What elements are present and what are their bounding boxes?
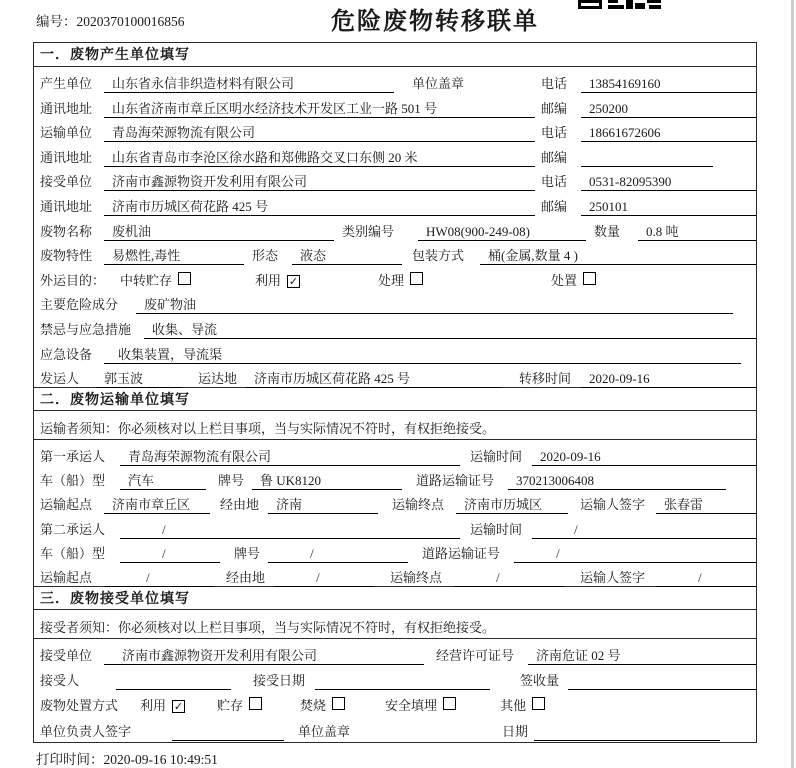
purpose-transfer-storage-checkbox [178,272,191,285]
second-carrier-value: / [120,522,460,539]
producer-zip-value: 250200 [581,101,756,118]
section-producer-heading: 一．废物产生单位填写 [34,43,756,67]
print-time-value: 2020-09-16 10:49:51 [103,752,218,767]
purpose-option-disposal: 处置 [551,272,578,288]
waste-quantity-label: 数量 [594,223,621,239]
producer-value: 山东省永信非织造材料有限公司 [104,73,394,93]
disposal-option-incineration: 焚烧 [300,698,327,714]
print-time-label: 打印时间： [36,752,104,767]
doc-number-value: 2020370100016856 [76,14,185,29]
disposal-reuse-checkbox: ✓ [173,700,184,714]
disposal-option-storage: 贮存 [217,698,244,714]
transport-time-label: 运输时间 [470,448,523,464]
transfer-time-value: 2020-09-16 [581,371,756,388]
hazard-component-value: 废矿物油 [136,294,733,314]
transporter-address-value: 山东省青岛市李沧区徐水路和郑佛路交叉口东侧 20 米 [104,147,535,167]
transfer-purpose-label: 外运目的： [40,272,106,288]
transporter-value: 青岛海荣源物流有限公司 [104,122,535,142]
qr-block [649,5,661,9]
route-origin-value-2: / [104,570,214,587]
transfer-purpose-row [34,264,756,289]
address-label: 通讯地址 [40,198,93,214]
address-label: 通讯地址 [40,100,93,116]
road-license-label: 道路运输证号 [422,545,501,561]
transport-time-value-2: / [532,522,756,539]
qr-block [635,3,645,9]
receiver-address-row [34,190,756,215]
route-origin-label: 运输起点 [40,570,93,586]
waste-form-label: 形态 [252,248,279,264]
section-transport-heading: 二．废物运输单位填写 [34,387,756,411]
receiver-label: 接受单位 [40,174,93,190]
route-row-1 [34,488,756,512]
vehicle-type-label: 车（船）型 [40,545,106,561]
disposal-option-other: 其他 [500,698,527,714]
responsible-signature-label: 单位负责人签字 [40,723,132,739]
purpose-option-reuse: 利用 [255,272,282,288]
signed-quantity-label: 签收量 [520,672,560,688]
road-license-label: 道路运输证号 [416,473,495,489]
receiver-notice: 接受者须知：你必须核对以上栏目事项，当与实际情况不符时，有权拒绝接受。 [34,610,756,639]
vehicle-type-label: 车（船）型 [40,473,106,489]
receiving-unit-value: 济南市鑫源物资开发利用有限公司 [104,645,424,665]
qr-block [626,0,633,9]
section-transport [34,387,756,586]
disposal-incineration-checkbox [332,697,345,710]
route-via-label: 经由地 [220,497,260,513]
producer-phone-label: 电话 [541,76,568,91]
route-via-label: 经由地 [226,570,266,586]
purpose-disposal-checkbox [583,272,596,285]
emergency-equipment-row [34,338,756,363]
waste-name-label: 废物名称 [40,223,93,239]
emergency-equipment-label: 应急设备 [40,346,93,362]
zip-label: 邮编 [541,149,568,165]
transporter-signature-label: 运输人签字 [580,570,646,586]
disposal-method-label: 废物处置方式 [40,698,119,714]
transporter-address-row [34,141,756,166]
print-time [36,748,218,768]
purpose-treatment-checkbox [410,272,423,285]
unit-seal-label: 单位盖章 [412,76,465,91]
destination-value: 济南市历城区荷花路 425 号 [246,368,501,388]
purpose-option-treatment: 处理 [378,272,405,288]
emergency-measures-row [34,313,756,338]
disposal-other-checkbox [532,697,545,710]
route-via-value-2: / [274,570,374,587]
vehicle-type-value: 汽车 [120,470,206,490]
address-label: 通讯地址 [40,149,93,165]
producer-label: 产生单位 [40,76,93,91]
waste-name-value: 废机油 [104,221,334,241]
producer-address-value: 山东省济南市章丘区明水经济技术开发区工业一路 501 号 [104,98,535,118]
waste-character-value: 易燃性,毒性 [104,245,244,265]
route-end-value: 济南市历城区 [456,494,568,514]
date-label: 日期 [502,723,529,739]
waste-category-label: 类别编号 [342,223,395,239]
receiver-row [34,165,756,190]
operating-license-label: 经营许可证号 [436,647,515,663]
page-title: 危险废物转移联单 [331,8,539,35]
plate-label: 牌号 [218,473,245,489]
destination-label: 运达地 [198,371,238,387]
plate-value-2: / [268,546,408,563]
disposal-landfill-checkbox [443,697,456,710]
hazard-component-label: 主要危险成分 [40,297,119,313]
receiver-zip-value: 250101 [581,199,756,216]
producer-row [34,67,756,92]
waste-character-row [34,239,756,264]
page-edge-line [791,0,794,768]
purpose-option-transfer-storage: 中转贮存 [120,272,173,288]
route-end-label: 运输终点 [390,570,443,586]
producer-address-row [34,92,756,117]
zip-label: 邮编 [541,198,568,214]
section-receive-heading: 三．废物接受单位填写 [34,586,756,610]
transporter-signature-label: 运输人签字 [580,497,646,513]
transfer-time-label: 转移时间 [519,371,572,387]
emergency-measures-value: 收集、导流 [144,319,756,339]
qr-block [608,0,618,3]
receiving-unit-label: 接受单位 [40,647,93,663]
transporter-signature-value-2: / [656,570,756,587]
disposal-option-reuse: 利用 [140,698,167,714]
transporter-phone-value: 18661672606 [581,125,756,142]
receive-date-label: 接受日期 [253,672,306,688]
section-producer [34,43,756,387]
responsible-signature-value [172,724,284,741]
route-row-2 [34,561,756,585]
waste-form-value: 液态 [292,245,402,265]
first-carrier-label: 第一承运人 [40,448,106,464]
receiver-person-row [34,664,756,689]
waste-character-label: 废物特性 [40,248,93,264]
packing-label: 包装方式 [412,248,465,264]
producer-phone-value: 13854169160 [581,76,756,93]
vehicle-row-1 [34,464,756,488]
transporter-zip-value [581,150,713,167]
plate-label: 牌号 [234,545,261,561]
first-carrier-row [34,440,756,464]
receiver-address-value: 济南市历城区荷花路 425 号 [104,196,535,216]
receiver-phone-value: 0531-82095390 [581,174,756,191]
transporter-row [34,116,756,141]
receiving-unit-row [34,639,756,664]
disposal-storage-checkbox [249,697,262,710]
hazard-component-row [34,288,756,313]
receiver-value: 济南市鑫源物资开发利用有限公司 [104,171,535,191]
zip-label: 邮编 [541,100,568,116]
shipper-label: 发运人 [40,371,80,387]
operating-license-value: 济南危证 02 号 [528,645,756,665]
second-carrier-row [34,513,756,537]
receive-date-value [315,673,490,690]
transport-time-label: 运输时间 [470,521,523,537]
plate-value: 鲁 UK8120 [252,470,402,490]
disposal-option-landfill: 安全填埋 [385,698,438,714]
section-receive [34,586,756,741]
purpose-reuse-checkbox: ✓ [288,274,299,288]
receiver-person-value [116,673,231,690]
doc-number [36,10,185,30]
responsible-signature-row [34,715,756,740]
route-end-label: 运输终点 [392,497,445,513]
shipper-row [34,362,756,387]
first-carrier-value: 青岛海荣源物流有限公司 [120,446,460,466]
waste-quantity-value: 0.8 吨 [638,221,756,241]
route-origin-value: 济南市章丘区 [104,494,210,514]
receiver-phone-label: 电话 [541,174,568,190]
manifest-form [33,42,757,743]
route-via-value: 济南 [268,494,378,514]
road-license-value: 370213006408 [508,473,726,490]
emergency-equipment-value: 收集装置，导流渠 [104,344,741,364]
signed-quantity-value [568,673,756,690]
second-carrier-label: 第二承运人 [40,521,106,537]
transporter-signature-value: 张春雷 [656,494,756,514]
qr-block [608,5,624,9]
doc-number-label: 编号： [36,14,77,29]
disposal-method-row [34,689,756,714]
emergency-measures-label: 禁忌与应急措施 [40,321,132,337]
unit-seal-label: 单位盖章 [298,723,351,739]
qr-block [647,0,661,3]
qr-block [578,0,602,9]
transporter-label: 运输单位 [40,125,93,141]
waste-category-value: HW08(900-249-08) [418,224,586,241]
packing-value: 桶(金属,数量 4 ) [480,245,756,265]
shipper-value: 郭玉波 [96,368,182,388]
transporter-notice: 运输者须知：你必须核对以上栏目事项，当与实际情况不符时，有权拒绝接受。 [34,411,756,440]
vehicle-type-value-2: / [120,546,220,563]
qr-code-fragment [578,0,664,9]
waste-name-row [34,215,756,240]
date-value [534,724,720,741]
route-end-value-2: / [454,570,564,587]
transporter-phone-label: 电话 [541,125,568,141]
road-license-value-2: / [514,546,756,563]
vehicle-row-2 [34,537,756,561]
receiver-person-label: 接受人 [40,672,80,688]
route-origin-label: 运输起点 [40,497,93,513]
transport-time-value: 2020-09-16 [532,449,756,466]
